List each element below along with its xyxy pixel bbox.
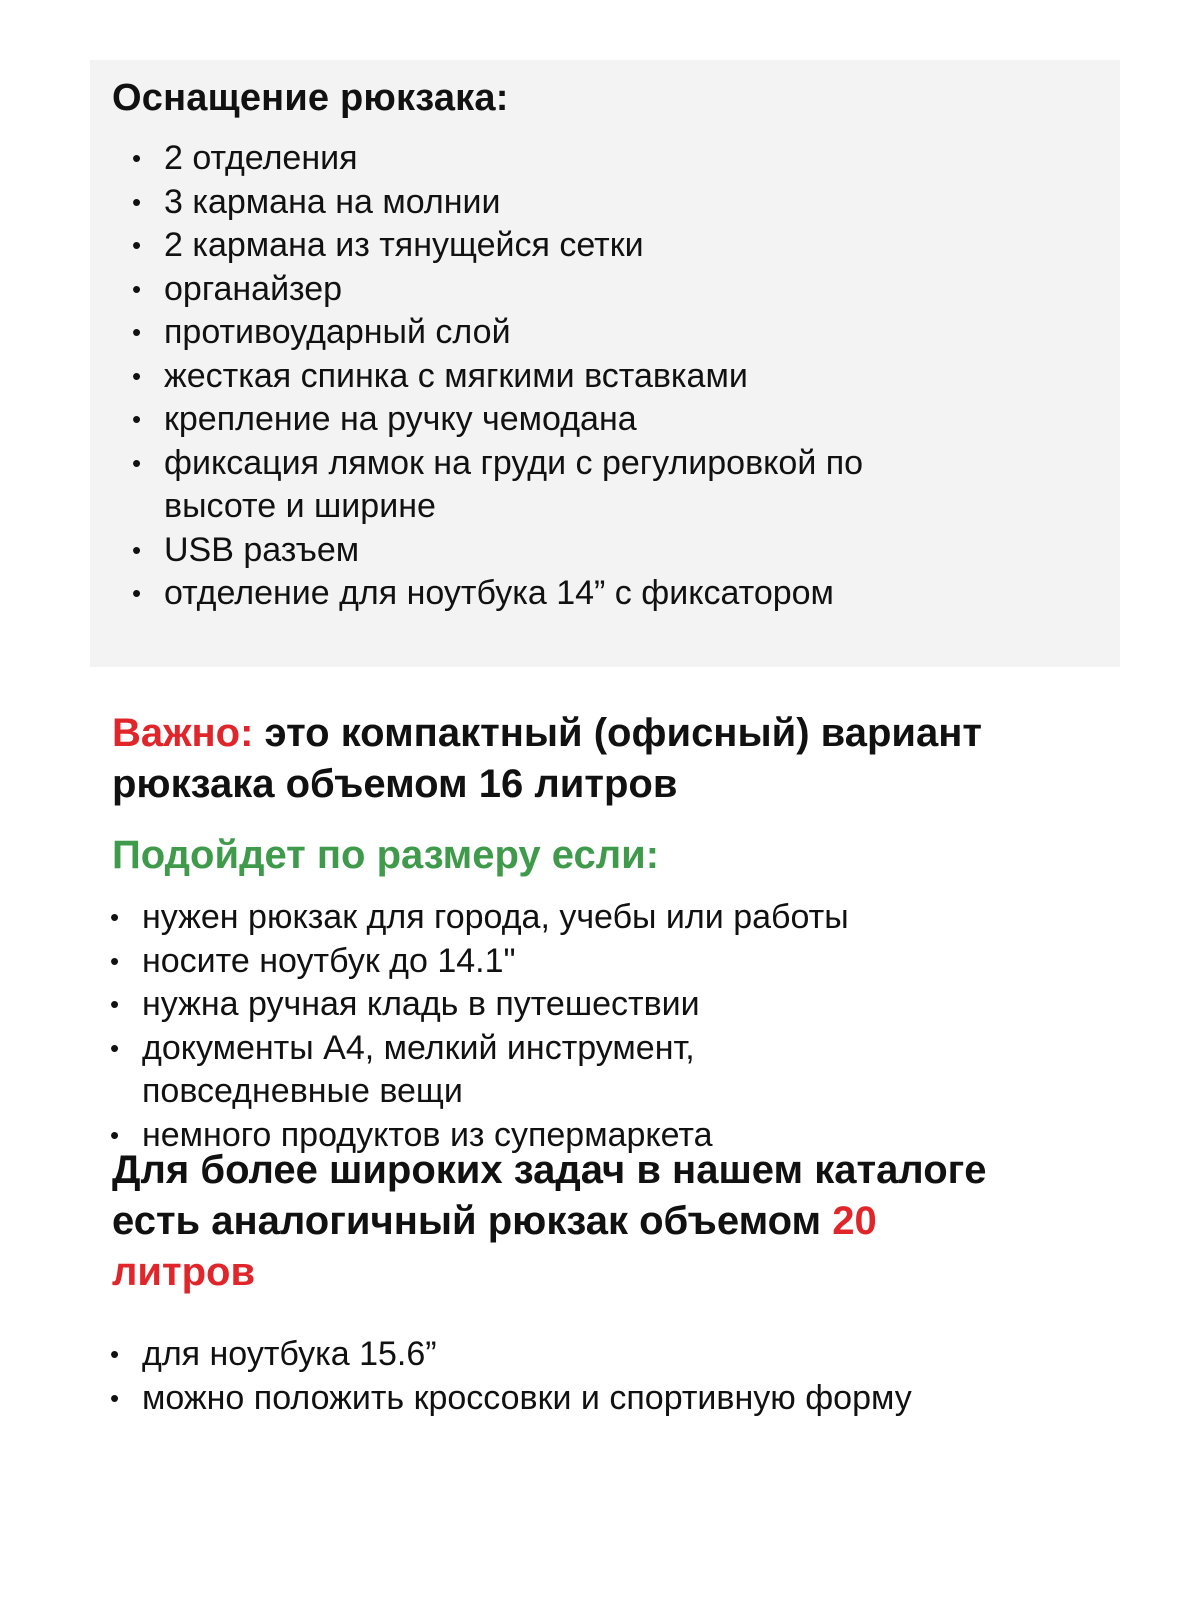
list-item [112,224,1120,268]
wider-volume-unit: литров [112,1250,256,1294]
list-item-text: жесткая спинка с мягкими вставками [164,356,748,395]
list-item [90,940,1150,984]
important-section [112,708,1172,810]
list-item [112,529,1120,573]
list-item-text: крепление на ручку чемодана [164,400,637,438]
list-item-text: противоударный слой [164,313,511,351]
bullet-icon: • [110,989,120,1019]
wider-line-2 [112,1196,1172,1247]
list-item [112,442,1120,529]
bullet-icon: • [132,360,142,391]
list-item-text: повседневные вещи [142,1072,463,1110]
list-item [112,137,1120,181]
wider-section [112,1145,1172,1298]
list-item [112,572,1120,616]
important-line-1 [112,708,1172,759]
bullet-icon: • [110,1339,120,1369]
list-item-text: 2 кармана из тянущейся сетки [164,226,644,264]
fit-list [90,896,1150,1157]
bullet-icon: • [132,143,142,173]
bullet-icon: • [132,186,142,217]
equipment-list [112,137,1120,616]
list-item [112,355,1120,399]
bullet-icon: • [132,447,142,478]
list-item-text: отделение для ноутбука 14” с фиксатором [164,574,834,612]
wider-list-section [90,1333,1150,1420]
bullet-icon: • [132,578,142,608]
fit-list-section [90,896,1150,1157]
list-item-text: 2 отделения [164,139,358,177]
list-item [90,1027,1150,1114]
bullet-icon: • [132,534,142,565]
list-item-text: документы А4, мелкий инструмент, [142,1028,695,1067]
list-item-text: нужен рюкзак для города, учебы или работы [142,898,849,936]
important-text-1: это компактный (офисный) вариант [253,711,982,755]
bullet-icon: • [132,230,142,260]
equipment-heading: Оснащение рюкзака: [112,77,509,119]
fit-heading: Подойдет по размеру если: [112,833,660,877]
list-item-text: фиксация лямок на груди с регулировкой по [164,443,864,482]
bullet-icon: • [110,1382,120,1413]
list-item-text: немного продуктов из супермаркета [142,1115,713,1154]
list-item-text: можно положить кроссовки и спортивную форму [142,1378,912,1417]
list-item-text: 3 кармана на молнии [164,182,501,221]
list-item [90,1377,1150,1421]
list-item [90,983,1150,1027]
list-item-text: носите ноутбук до 14.1" [142,941,516,980]
list-item-text: USB разъем [164,530,360,569]
list-item [112,398,1120,442]
wider-line-2-text: есть аналогичный рюкзак объемом [112,1199,833,1243]
list-item [112,268,1120,312]
list-item [90,1333,1150,1377]
bullet-icon: • [110,902,120,932]
important-label: Важно: [112,711,254,755]
list-item [112,181,1120,225]
list-item-text: высоте и ширине [164,487,436,525]
bullet-icon: • [110,945,120,976]
bullet-icon: • [132,404,142,434]
bullet-icon: • [132,317,142,347]
list-item-text: органайзер [164,269,343,308]
list-item [112,311,1120,355]
fit-heading-section [112,830,1172,881]
list-item [90,896,1150,940]
wider-volume-number: 20 [832,1199,877,1243]
bullet-icon: • [110,1032,120,1063]
list-item-text: для ноутбука 15.6” [142,1335,437,1373]
equipment-section [90,60,1120,667]
wider-line-1: Для более широких задач в нашем каталоге [112,1148,987,1192]
bullet-icon: • [110,1119,120,1150]
list-item-text: нужна ручная кладь в путешествии [142,985,700,1023]
important-line-2: рюкзака объемом 16 литров [112,762,678,806]
wider-list [90,1333,1150,1420]
bullet-icon: • [132,273,142,304]
